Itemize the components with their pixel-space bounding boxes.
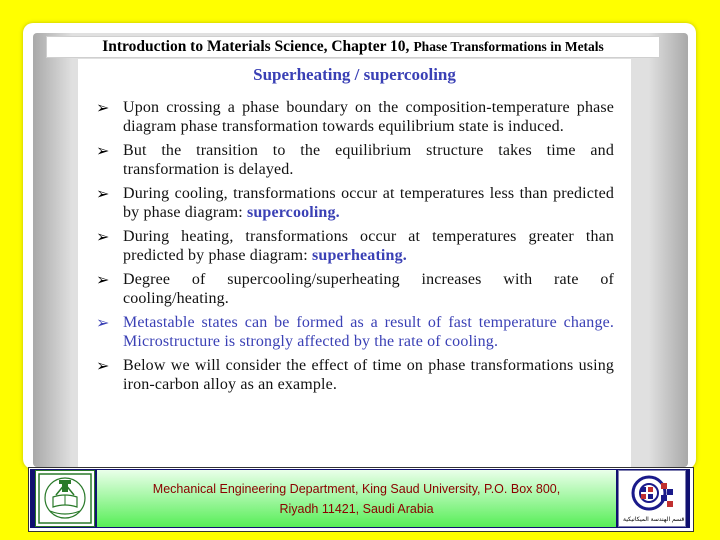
department-logo-icon [618, 470, 686, 527]
bullet-text: Below we will consider the effect of time on phase transformations using iron-carbon alloy as an example. [123, 357, 614, 393]
bullet-item [96, 185, 614, 222]
arrow-bullet-icon: ➢ [96, 270, 110, 289]
arrow-bullet-icon: ➢ [96, 227, 110, 246]
bullet-text: Upon crossing a phase boundary on the composition-temperature phase diagram phase transformation towards equilibrium state is induced. [123, 99, 614, 135]
arrow-bullet-icon: ➢ [96, 184, 110, 203]
bullet-item [96, 357, 614, 394]
slide-header [46, 36, 660, 58]
content-panel [78, 59, 631, 467]
bullet-text: But the transition to the equilibrium structure takes time and transformation is delayed. [123, 142, 614, 178]
arrow-bullet-icon: ➢ [96, 356, 110, 375]
bullet-text: During heating, transformations occur at temperatures greater than predicted by phase diagram: [123, 228, 614, 264]
bullet-text: Degree of supercooling/superheating increases with rate of cooling/heating. [123, 271, 614, 307]
header-subtitle: Phase Transformations in Metals [413, 39, 604, 54]
bullet-highlight: superheating. [312, 246, 407, 264]
arrow-bullet-icon: ➢ [96, 98, 110, 117]
bullet-item [96, 142, 614, 179]
footer-line-1: Mechanical Engineering Department, King Saud University, P.O. Box 800, [152, 481, 561, 496]
bullet-highlight: supercooling. [247, 203, 340, 221]
bullet-text: During cooling, transformations occur at temperatures less than predicted by phase diagram: [123, 185, 614, 221]
arrow-bullet-icon: ➢ [96, 141, 110, 160]
bullet-item [96, 228, 614, 265]
bullet-item [96, 271, 614, 308]
content-title: Superheating / supercooling [253, 65, 456, 84]
university-emblem-icon [35, 470, 95, 527]
bullet-list [96, 99, 614, 400]
bullet-item [96, 99, 614, 136]
bullet-text: Metastable states can be formed as a result of fast temperature change. Microstructure is strongly affected by the rate of cooling. [123, 314, 614, 350]
footer-address [97, 470, 616, 527]
arrow-bullet-icon: ➢ [96, 313, 110, 332]
bullet-item [96, 314, 614, 351]
footer-line-2: Riyadh 11421, Saudi Arabia [279, 501, 434, 516]
right-logo-caption: قسم الهندسة الميكانيكية [623, 516, 685, 523]
header-title: Introduction to Materials Science, Chapter 10, [102, 38, 410, 55]
